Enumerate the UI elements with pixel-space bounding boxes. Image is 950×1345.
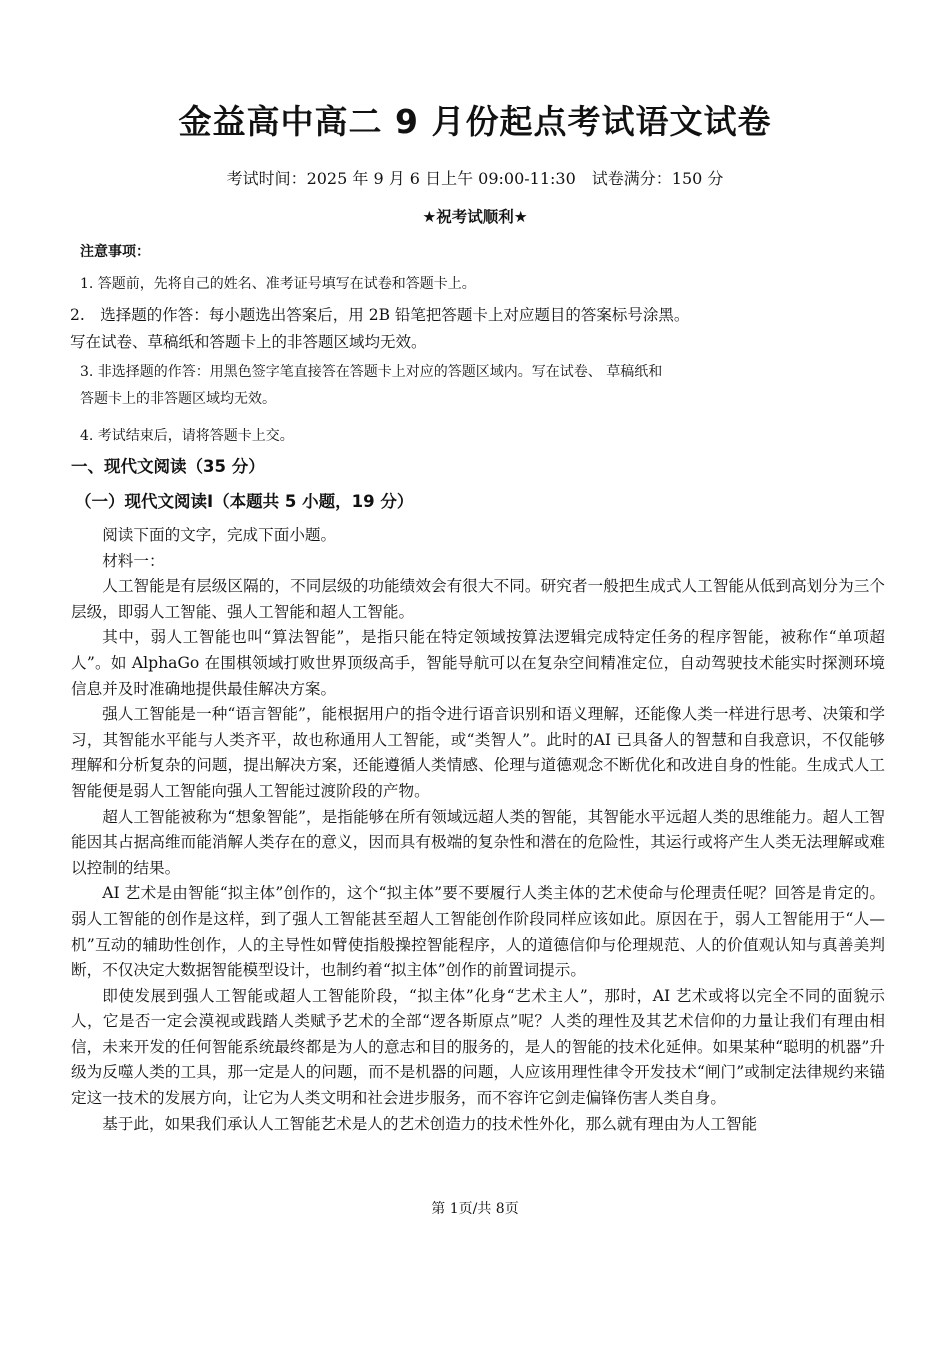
note-item-4: 4. 考试结束后，请将答题卡上交。 [80, 428, 294, 444]
passage-paragraph: 即使发展到强人工智能或超人工智能阶段，“拟主体”化身“艺术主人”，那时，AI 艺术或将以完全不同的面貌示人，它是否一定会漠视或践踏人类赋予艺术的全部“逻各斯原点”呢？人类的理性及其艺术信仰的力量让我们有理由相信，未来开发的任何智能系统最终都是为人的意志和目的服务的，是人的智能的技术化延伸。如果某种“聪明的机器”升级为反噬人类的工具，那一定是人的问题，而不是机器的问题，人应该用理性律令开发技术“闸门”或制定法律规约来锚定这一技术的发展方向，让它为人类文明和社会进步服务，而不容许它剑走偏锋伤害人类自身。 [71, 986, 885, 1108]
passage-paragraph: 人工智能是有层级区隔的，不同层级的功能绩效会有很大不同。研究者一般把生成式人工智能从低到高划分为三个层级，即弱人工智能、强人工智能和超人工智能。 [71, 577, 885, 621]
exam-title: 金益高中高二 9 月份起点考试语文试卷 [178, 102, 772, 141]
note-item-3-line-2: 答题卡上的非答题区域均无效。 [80, 391, 276, 407]
passage-paragraph: 基于此，如果我们承认人工智能艺术是人的艺术创造力的技术性外化，那么就有理由为人工智能 [102, 1114, 758, 1133]
note-item-1: 1. 答题前，先将自己的姓名、准考证号填写在试卷和答题卡上。 [80, 276, 476, 292]
exam-wish: ★祝考试顺利★ [422, 208, 528, 226]
subsection-heading: （一）现代文阅读Ⅰ（本题共 5 小题，19 分） [75, 492, 414, 511]
note-item-3-line-1: 3. 非选择题的作答：用黑色签字笔直接答在答题卡上对应的答题区域内。写在试卷、 草稿纸和 [80, 364, 663, 380]
note-item-2-line-1: 2. 选择题的作答：每小题选出答案后，用 2B 铅笔把答题卡上对应题目的答案标号涂黑。 [70, 306, 690, 324]
note-item-2-line-2: 写在试卷、草稿纸和答题卡上的非答题区域均无效。 [70, 333, 427, 351]
material-label: 材料一： [102, 551, 165, 570]
passage-instruction: 阅读下面的文字，完成下面小题。 [102, 526, 337, 544]
passage-paragraph: AI 艺术是由智能“拟主体”创作的，这个“拟主体”要不要履行人类主体的艺术使命与伦理责任呢？回答是肯定的。弱人工智能的创作是这样，到了强人工智能甚至超人工智能创作阶段同样应该如此。原因在于，弱人工智能用于“人—机”互动的辅助性创作，人的主导性如臂使指般操控智能程序，人的道德信仰与伦理规范、人的价值观认知与真善美判断，不仅决定大数据智能模型设计，也制约着“拟主体”创作的前置词提示。 [71, 884, 885, 980]
passage-paragraph: 其中，弱人工智能也叫“算法智能”，是指只能在特定领域按算法逻辑完成特定任务的程序智能，被称作“单项超人”。如 AlphaGo 在围棋领域打败世界顶级高手，智能导航可以在复杂空间精准定位，自动驾驶技术能实时探测环境信息并及时准确地提供最佳解决方案。 [71, 628, 885, 698]
notes-heading: 注意事项： [80, 244, 150, 260]
exam-time-info: 考试时间：2025 年 9 月 6 日上午 09:00-11:30 试卷满分：150 分 [226, 169, 724, 188]
page-number: 第 1页/共 8页 [431, 1201, 519, 1217]
passage-paragraph: 强人工智能是一种“语言智能”，能根据用户的指令进行语音识别和语义理解，还能像人类一样进行思考、决策和学习，其智能水平能与人类齐平，故也称通用人工智能，或“类智人”。此时的AI 已具备人的智慧和自我意识，不仅能够理解和分析复杂的问题，提出解决方案，还能遵循人类情感、伦理与道德观念不断优化和改进自身的性能。生成式人工智能便是弱人工智能向强人工智能过渡阶段的产物。 [71, 705, 885, 800]
passage-paragraph: 超人工智能被称为“想象智能”，是指能够在所有领域远超人类的智能，其智能水平远超人类的思维能力。超人工智能因其占据高维而能消解人类存在的意义，因而具有极端的复杂性和潜在的危险性，其运行或将产生人类无法理解或难以控制的结果。 [71, 807, 885, 877]
section-heading: 一、现代文阅读（35 分） [71, 457, 265, 476]
reading-passage [71, 523, 885, 1137]
